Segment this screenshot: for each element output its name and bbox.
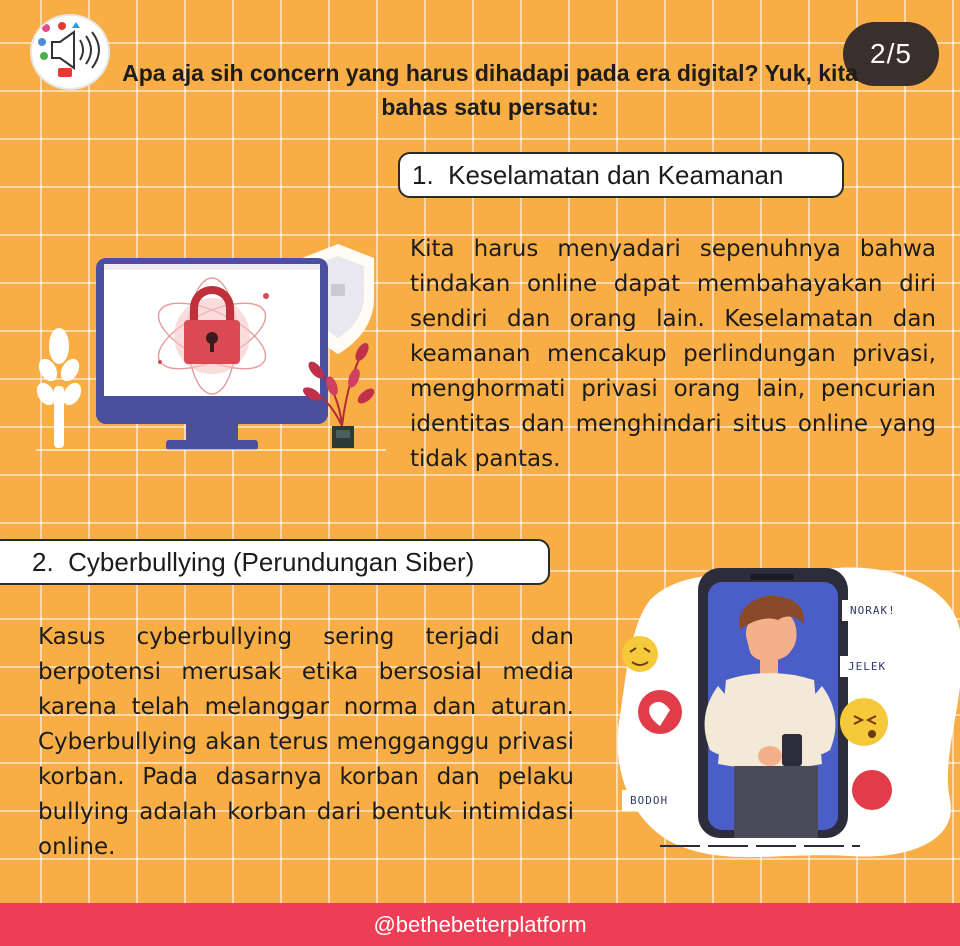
bubble-norak: NORAK! (842, 600, 904, 621)
section-body-safety: Kita harus menyadari sepenuhnya bahwa tindakan online dapat membahayakan diri sendiri dan orang lain. Keselamatan dan keamanan mencakup perlindungan privasi, menghormati privasi orang lain, pencurian identitas dan menghindari situs online yang tidak pantas. (410, 236, 936, 472)
page-indicator-badge: 2/5 (843, 22, 939, 86)
bubble-bodoh: BODOH (622, 790, 676, 811)
phone-bullied-person-icon (610, 560, 960, 860)
monitor-with-padlock-icon (36, 236, 386, 456)
section-title-cyberbullying (0, 539, 550, 585)
section-body-cyberbullying: Kasus cyberbullying sering terjadi dan berpotensi merusak etika bersosial media karena telah melanggar norma dan aturan. Cyberbullying akan terus mengganggu privasi korban. Pada dasarnya korban dan pelaku bullying adalah korban dari bentuk intimidasi online. (38, 624, 574, 860)
bubble-jelek: JELEK (840, 656, 894, 677)
section-title-cyberbullying-text: 2. Cyberbullying (Perundungan Siber) (32, 546, 475, 577)
footer-handle: @bethebetterplatform (373, 911, 587, 937)
footer-handle-bar (0, 903, 960, 946)
logo-icon (30, 14, 110, 90)
page-title: Apa aja sih concern yang harus dihadapi pada era digital? Yuk, kita bahas satu persatu: (122, 60, 858, 120)
section-title-safety-text: 1. Keselamatan dan Keamanan (412, 159, 784, 190)
section-title-safety (398, 152, 844, 198)
